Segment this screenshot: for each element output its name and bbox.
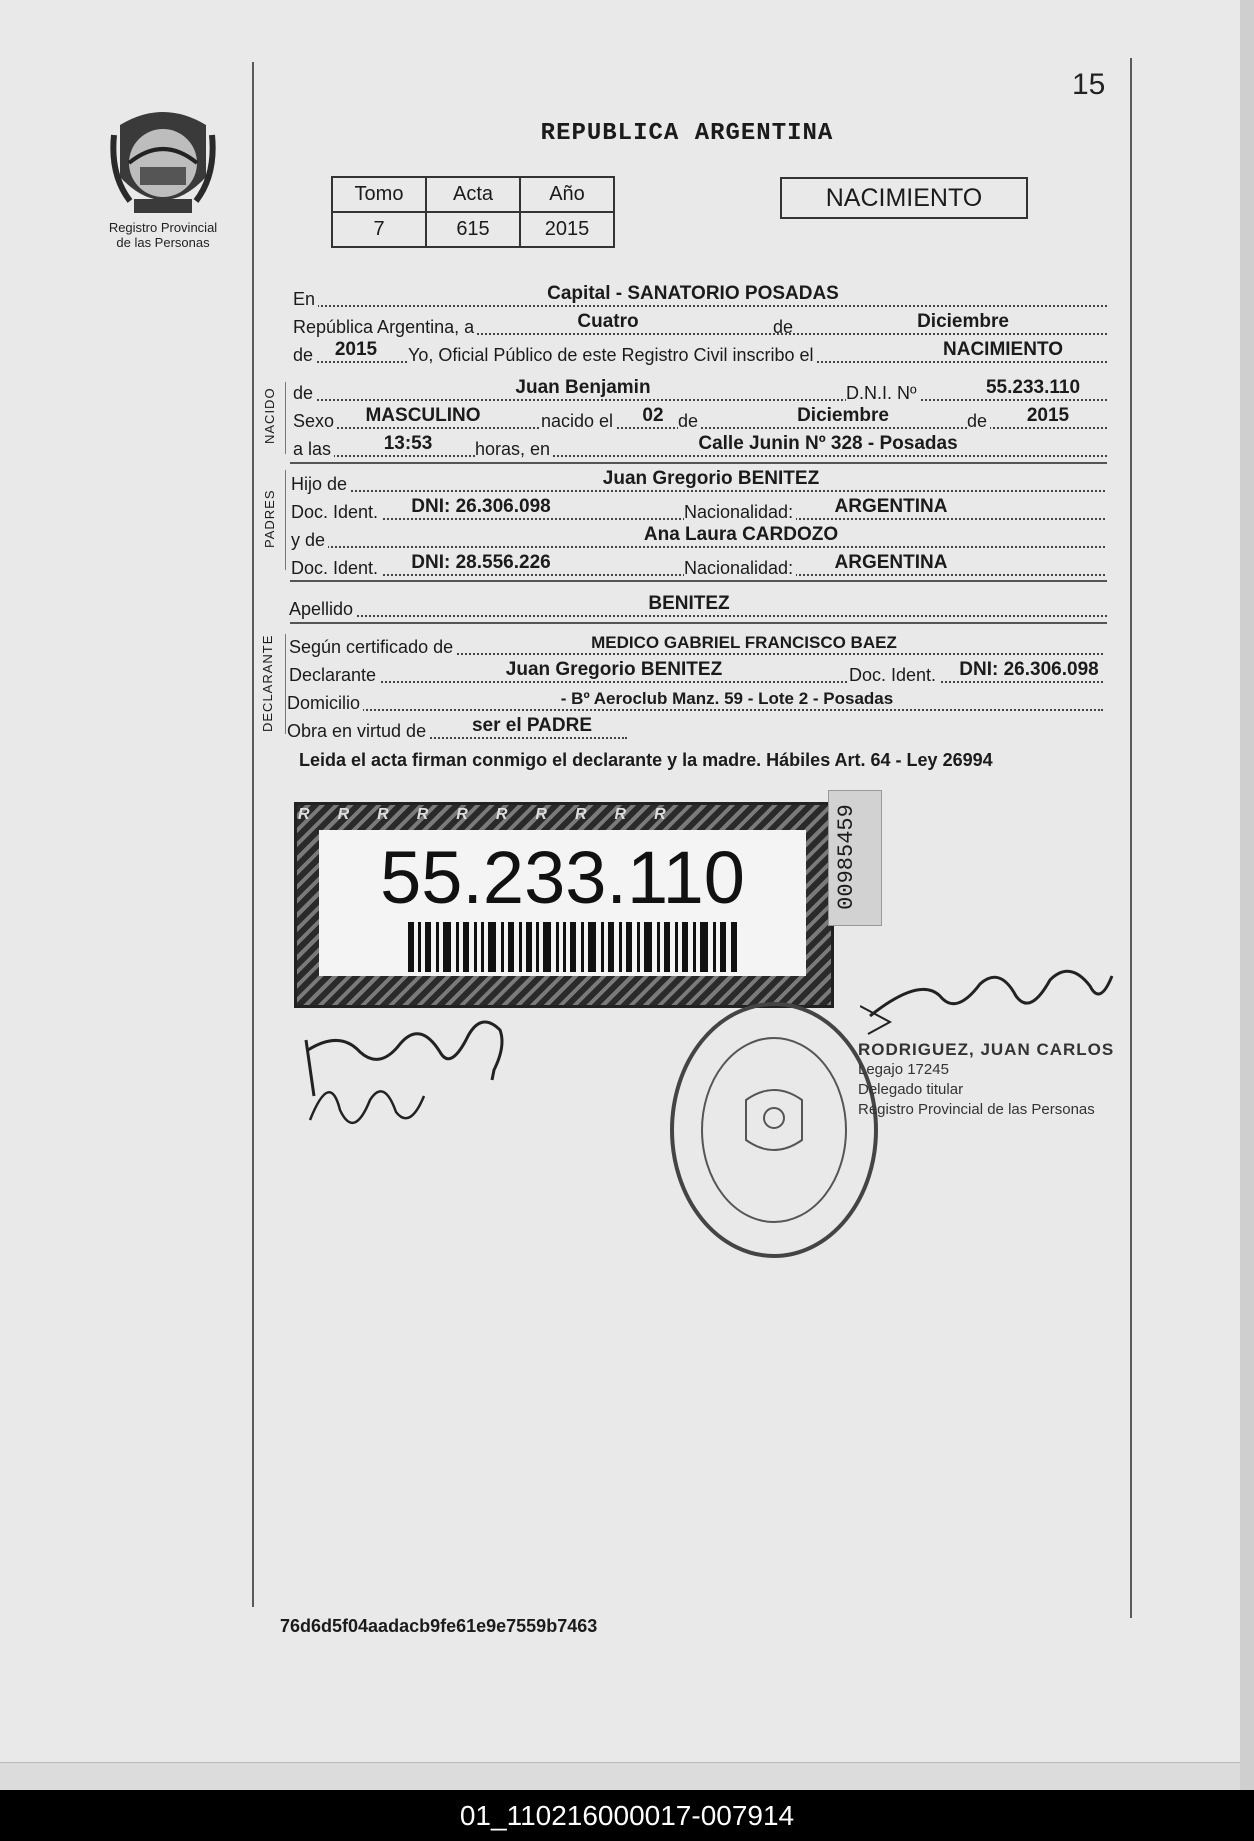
obra-value: ser el PADRE	[471, 715, 593, 736]
month-value: Diciembre	[917, 311, 1009, 332]
acta-value: 615	[426, 212, 520, 247]
signature-mark-icon	[300, 1000, 520, 1140]
label-y-de: y de	[291, 529, 328, 551]
section-divider	[290, 580, 1107, 582]
table-header-row	[332, 177, 614, 212]
birth-year: 2015	[1026, 405, 1070, 426]
dni-number-large: 55.233.110	[380, 836, 745, 919]
tomo-acta-anio-table	[331, 176, 615, 248]
section-declarante: DECLARANTE	[260, 634, 275, 732]
official-legajo: Legajo 17245	[858, 1061, 949, 1078]
dotted-leader	[291, 490, 1105, 492]
label-de: de	[293, 382, 316, 404]
official-signature-icon	[860, 956, 1120, 1046]
domicilio-value: - Bº Aeroclub Manz. 59 - Lote 2 - Posadas	[560, 689, 894, 708]
registry-seal-icon	[668, 1000, 880, 1260]
barcode-icon	[408, 922, 738, 972]
place-value: Capital - SANATORIO POSADAS	[547, 283, 839, 304]
nacido-bracket	[285, 382, 286, 454]
file-caption-bar	[0, 1790, 1254, 1841]
label-nacionalidad: Nacionalidad:	[684, 557, 796, 579]
country-heading	[0, 120, 1254, 147]
label-republica: República Argentina, a	[293, 316, 477, 338]
anio-header: Año	[520, 177, 614, 212]
child-name: Juan Benjamin	[515, 377, 651, 398]
day-value: Cuatro	[577, 311, 639, 332]
label-doc-ident: Doc. Ident.	[291, 557, 381, 579]
dotted-leader	[289, 615, 1107, 617]
stamp-letter: R	[416, 806, 457, 823]
stamp-letter: R	[377, 806, 417, 823]
birth-address: Calle Junin Nº 328 - Posadas	[698, 433, 958, 454]
registry-caption-line1: Registro Provincial	[108, 220, 218, 235]
stamp-letter: R	[574, 806, 615, 823]
label-doc-ident: Doc. Ident.	[291, 501, 381, 523]
official-office: Registro Provincial de las Personas	[858, 1101, 1095, 1118]
mother-nationality: ARGENTINA	[834, 552, 948, 573]
official-stamp	[858, 1040, 1114, 1120]
mother-name: Ana Laura CARDOZO	[643, 524, 839, 545]
birth-time: 13:53	[383, 433, 433, 454]
dotted-leader	[293, 305, 1107, 307]
child-dni: 55.233.110	[985, 377, 1081, 398]
nacido-sex-line	[293, 402, 1107, 432]
mother-doc-line	[291, 549, 1105, 579]
tomo-header: Tomo	[332, 177, 426, 212]
label-sexo: Sexo	[293, 410, 337, 432]
registry-caption-line2: de las Personas	[116, 235, 210, 250]
label-de2: de	[678, 410, 701, 432]
country-heading-text: REPUBLICA ARGENTINA	[540, 120, 834, 147]
stamp-letter: R	[337, 806, 378, 823]
dotted-leader	[293, 399, 1107, 401]
father-line	[291, 465, 1105, 495]
stamp-letter-row	[298, 806, 824, 824]
obra-line	[287, 712, 627, 742]
label-declarante: Declarante	[289, 664, 379, 686]
dotted-leader	[293, 455, 1107, 457]
tomo-value: 7	[332, 212, 426, 247]
stamp-letter: R	[495, 806, 536, 823]
mother-line	[291, 521, 1105, 551]
year-value: 2015	[334, 339, 378, 360]
mother-doc: DNI: 28.556.226	[411, 552, 551, 573]
father-name: Juan Gregorio BENITEZ	[602, 468, 820, 489]
domicilio-line	[287, 684, 1103, 714]
label-de-year: de	[293, 344, 316, 366]
registry-caption	[92, 220, 234, 250]
label-doc-ident: Doc. Ident.	[849, 664, 939, 686]
label-nacido-el: nacido el	[541, 410, 616, 432]
section-divider	[290, 462, 1107, 464]
certificate-value: MEDICO GABRIEL FRANCISCO BAEZ	[591, 633, 897, 652]
closing-statement: Leida el acta firman conmigo el declarante y la madre. Hábiles Art. 64 - Ley 26994	[299, 750, 993, 770]
label-hijo-de: Hijo de	[291, 473, 350, 495]
dotted-leader	[287, 709, 1103, 711]
declarante-bracket	[285, 634, 286, 734]
anio-value: 2015	[520, 212, 614, 247]
file-caption: 01_110216000017-007914	[459, 1800, 795, 1831]
record-type-box: NACIMIENTO	[780, 177, 1028, 219]
left-margin-rule	[252, 62, 254, 1607]
label-en: En	[293, 288, 318, 310]
stamp-letter: R	[614, 806, 655, 823]
apellido-value: BENITEZ	[648, 593, 730, 614]
official-name: RODRIGUEZ, JUAN CARLOS	[858, 1040, 1115, 1059]
section-nacido: NACIDO	[262, 387, 277, 444]
padres-bracket	[285, 470, 286, 570]
section-padres: PADRES	[262, 489, 277, 548]
document-hash: 76d6d5f04aadacb9fe61e9e7559b7463	[280, 1616, 598, 1636]
section-divider	[290, 622, 1107, 624]
label-a-las: a las	[293, 438, 334, 460]
stamp-letter: R	[456, 806, 496, 823]
label-nacionalidad: Nacionalidad:	[684, 501, 796, 523]
declarant-name: Juan Gregorio BENITEZ	[505, 659, 723, 680]
label-de3: de	[967, 410, 990, 432]
declarante-line	[289, 656, 1103, 686]
father-doc: DNI: 26.306.098	[411, 496, 551, 517]
label-yo-oficial: Yo, Oficial Público de este Registro Civil inscribo el	[408, 344, 817, 366]
label-obra: Obra en virtud de	[287, 720, 429, 742]
date-line	[293, 308, 1107, 338]
right-margin-rule	[1130, 58, 1132, 1618]
label-segun-certificado: Según certificado de	[289, 636, 456, 658]
label-de: de	[773, 317, 794, 337]
sheet-edge	[1240, 0, 1254, 1790]
page-number: 15	[1072, 68, 1106, 101]
label-apellido: Apellido	[289, 598, 356, 620]
stamp-letter: R	[654, 806, 694, 823]
serial-number: 00985459	[834, 804, 859, 910]
label-dni: D.N.I. Nº	[846, 382, 920, 404]
official-role: Delegado titular	[858, 1081, 964, 1098]
cert-line	[289, 628, 1103, 658]
declarant-doc: DNI: 26.306.098	[959, 659, 1099, 680]
nacido-name-line	[293, 374, 1107, 404]
acta-header: Acta	[426, 177, 520, 212]
place-line	[293, 280, 1107, 310]
apellido-line	[289, 590, 1107, 620]
father-doc-line	[291, 493, 1105, 523]
next-page-strip	[0, 1762, 1240, 1791]
nacido-time-line	[293, 430, 1107, 460]
stamp-letter: R	[535, 806, 575, 823]
father-nationality: ARGENTINA	[834, 496, 948, 517]
year-line	[293, 336, 1107, 366]
child-sex: MASCULINO	[365, 405, 481, 426]
label-domicilio: Domicilio	[287, 692, 363, 714]
birth-day: 02	[642, 405, 664, 426]
table-value-row	[332, 212, 614, 247]
dotted-leader	[291, 546, 1105, 548]
stamp-letter: R	[298, 806, 338, 823]
birth-month: Diciembre	[797, 405, 889, 426]
record-value: NACIMIENTO	[943, 339, 1063, 360]
label-horas-en: horas, en	[475, 438, 553, 460]
dotted-leader	[289, 681, 1103, 683]
